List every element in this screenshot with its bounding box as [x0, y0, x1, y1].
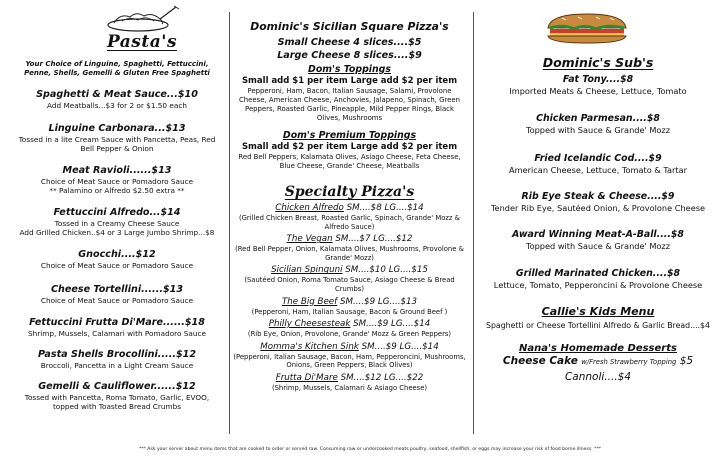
specialty-item-name: Momma's Kitchen Sink	[260, 341, 359, 352]
specialty-item	[231, 234, 468, 262]
premium-toppings-price: Small add $2 per item Large add $2 per item	[241, 142, 458, 152]
sub-item-desc: Topped with Sauce & Grande' Mozz	[525, 125, 671, 135]
pasta-item	[8, 89, 226, 110]
cheesecake-note: w/Fresh Strawberry Topping	[581, 358, 677, 366]
specialty-item	[231, 265, 468, 293]
pasta-item-name: Pasta Shells Brocollini.....$12	[37, 349, 197, 361]
pasta-item-desc: Choice of Meat Sauce or Pomadoro Sauce	[40, 261, 194, 271]
specialty-item-desc: (Pepperoni, Italian Sausage, Bacon, Ham, Pepperoncini, Mushrooms, Onions, Green Peppers, Black Olives)	[233, 352, 466, 370]
specialty-item	[231, 203, 468, 231]
specialty-item-price: SM....$12 LG....$22	[340, 372, 424, 383]
subs-section	[480, 0, 716, 385]
sub-item-desc: Lettuce, Tomato, Pepperoncini & Provolone Cheese	[493, 280, 703, 290]
specialty-item	[231, 297, 468, 317]
pasta-item-name: Linguine Carbonara...$13	[48, 123, 186, 135]
toppings-title: Dom's Toppings	[308, 64, 391, 75]
pasta-item	[8, 249, 226, 270]
pasta-item-name: Spaghetti & Meat Sauce...$10	[36, 89, 198, 100]
pizza-large-price: Large Cheese 8 slices....$9	[277, 50, 422, 61]
specialty-item-price: SM....$9 LG....$13	[339, 296, 418, 307]
sub-item-desc: Tender Rib Eye, Sautéed Onion, & Provolone Cheese	[490, 203, 706, 213]
specialty-title: Specialty Pizza's	[284, 184, 415, 200]
pasta-item-note: Add Grilled Chicken..$4 or 3 Large Jumbo Shrimp...$8	[19, 228, 215, 238]
pasta-item	[8, 349, 226, 370]
pizza-small-price: Small Cheese 4 slices....$5	[277, 37, 422, 48]
specialty-item	[231, 319, 468, 339]
pasta-item	[8, 123, 226, 153]
pasta-item	[8, 381, 226, 411]
dessert-cheesecake	[480, 354, 716, 370]
sub-item	[480, 191, 716, 214]
specialty-item-desc: (Sautéed Onion, Roma Tomato Sauce, Asiago Cheese & Bread Crumbs)	[244, 276, 455, 293]
food-safety-disclaimer: *** Ask your server about menu items that are cooked to order or served raw. Consuming raw or undercooked meats poultry, seafood, shellfish, or eggs may increase your risk of food borne illness. ***	[138, 447, 602, 452]
specialty-item-desc: (Pepperoni, Ham, Italian Sausage, Bacon & Ground Beef )	[251, 307, 448, 316]
pasta-item	[8, 284, 226, 305]
pasta-item	[8, 165, 226, 195]
pasta-item-name: Cheese Tortellini......$13	[50, 283, 184, 295]
pizza-section	[231, 0, 468, 393]
premium-toppings-title: Dom's Premium Toppings	[282, 130, 417, 141]
subs-title: Dominic's Sub's	[542, 55, 654, 70]
sub-item	[480, 113, 716, 136]
cheesecake-name: Cheese Cake	[502, 355, 578, 367]
sub-item	[480, 74, 716, 97]
specialty-item-price: SM....$9 LG....$14	[361, 341, 439, 352]
specialty-item	[231, 373, 468, 393]
sub-item-desc: Topped with Sauce & Grande' Mozz	[525, 241, 671, 251]
sub-item-desc: American Cheese, Lettuce, Tomato & Tartar	[509, 165, 687, 175]
sub-item-name: Rib Eye Steak & Cheese....$9	[521, 191, 675, 202]
dessert-cannoli: Cannoli....$4	[564, 371, 632, 383]
pasta-item-desc: Tossed in a lite Cream Sauce with Pancetta, Peas, Red Bell Pepper & Onion	[18, 135, 216, 154]
specialty-item-name: Philly Cheesesteak	[268, 319, 351, 330]
cheesecake-price: $5	[679, 355, 694, 367]
pasta-item-name: Gemelli & Cauliflower......$12	[38, 381, 196, 393]
specialty-item-name: Chicken Alfredo	[275, 203, 344, 213]
specialty-item-desc: (Grilled Chicken Breast, Roasted Garlic, Spinach, Grande' Mozz & Alfredo Sauce)	[239, 214, 460, 231]
specialty-item-name: Frutta Di'Mare	[275, 372, 338, 383]
pasta-title: Pasta's	[106, 32, 178, 52]
toppings-list: Pepperoni, Ham, Bacon, Italian Sausage, Salami, Provolone Cheese, American Cheese, Anchovies, Jalapeno, Spinach, Green Peppers, Roasted Garlic, Pineapple, Mild Pepper Rings, Black Olives, Mushrooms	[239, 87, 460, 122]
pasta-item-name: Gnocchi....$12	[78, 249, 156, 261]
kids-menu-desc: Spaghetti or Cheese Tortellini Alfredo & Garlic Bread....$4	[486, 321, 710, 330]
pasta-intro: Your Choice of Linguine, Spaghetti, Fettuccini, Penne, Shells, Gemelli & Gluten Free Spaghetti	[24, 60, 210, 77]
sub-item	[480, 229, 716, 252]
pasta-item-name: Meat Ravioli......$13	[62, 164, 172, 176]
premium-toppings-list: Red Bell Peppers, Kalamata Olives, Asiago Cheese, Feta Cheese, Blue Cheese, Grande' Cheese, Meatballs	[238, 153, 461, 170]
column-divider-right	[473, 12, 474, 434]
specialty-item-price: SM....$8 LG....$14	[346, 203, 424, 213]
specialty-item-name: Sicilian Spinguni	[271, 265, 343, 276]
sub-item-name: Chicken Parmesan....$8	[536, 113, 660, 124]
pasta-item-desc: Broccoli, Pancetta in a Light Cream Sauce	[40, 361, 194, 371]
sub-item-name: Fried Icelandic Cod....$9	[534, 153, 662, 164]
pasta-item-desc: Choice of Meat Sauce or Pomadoro Sauce	[40, 176, 194, 186]
specialty-item-name: The Vegan	[286, 234, 333, 245]
pasta-item-name: Fettuccini Alfredo...$14	[53, 207, 181, 219]
sub-item	[480, 268, 716, 291]
specialty-item-price: SM....$7 LG....$12	[335, 234, 413, 245]
desserts-title: Nana's Homemade Desserts	[519, 343, 677, 354]
sub-item-name: Fat Tony....$8	[562, 74, 634, 85]
pasta-item-desc: Add Meatballs...$3 for 2 or $1.50 each	[47, 101, 187, 110]
pasta-item-note: ** Palamino or Alfredo $2.50 extra **	[49, 185, 185, 195]
pasta-item-desc: Choice of Meat Sauce or Pomadoro Sauce	[40, 295, 194, 305]
pasta-item	[8, 317, 226, 338]
specialty-item-price: SM....$10 LG....$15	[345, 265, 428, 276]
sub-item-name: Award Winning Meat-A-Ball....$8	[512, 229, 684, 240]
sub-item-name: Grilled Marinated Chicken....$8	[515, 268, 681, 279]
kids-menu-title: Callie's Kids Menu	[541, 305, 655, 318]
pasta-item-name: Fettuccini Frutta Di'Mare......$18	[29, 316, 205, 328]
specialty-item-desc: (Rib Eye, Onion, Provolone, Grande' Mozz & Green Peppers)	[247, 330, 452, 339]
specialty-item-desc: (Shrimp, Mussels, Calamari & Asiago Cheese)	[271, 383, 428, 392]
pasta-item	[8, 207, 226, 237]
pasta-item-desc: Shrimp, Mussels, Calamari with Pomadoro Sauce	[27, 328, 207, 338]
pasta-item-desc: Tossed in a Creamy Cheese Sauce	[54, 219, 180, 229]
pizza-title: Dominic's Sicilian Square Pizza's	[250, 20, 449, 33]
sub-item-desc: Imported Meats & Cheese, Lettuce, Tomato	[509, 86, 687, 96]
pasta-section	[8, 0, 226, 412]
specialty-item	[231, 342, 468, 370]
specialty-item-name: The Big Beef	[281, 296, 338, 307]
toppings-price: Small add $1 per item Large add $2 per item	[241, 76, 458, 86]
sub-item	[480, 153, 716, 176]
specialty-item-desc: (Red Bell Pepper, Onion, Kalamata Olives, Mushrooms, Provolone & Grande' Mozz)	[235, 245, 464, 262]
pasta-item-desc: Tossed with Pancetta, Roma Tomato, Garlic, EVOO, topped with Toasted Bread Crumbs	[24, 393, 210, 412]
specialty-item-price: SM....$9 LG....$14	[353, 319, 431, 330]
